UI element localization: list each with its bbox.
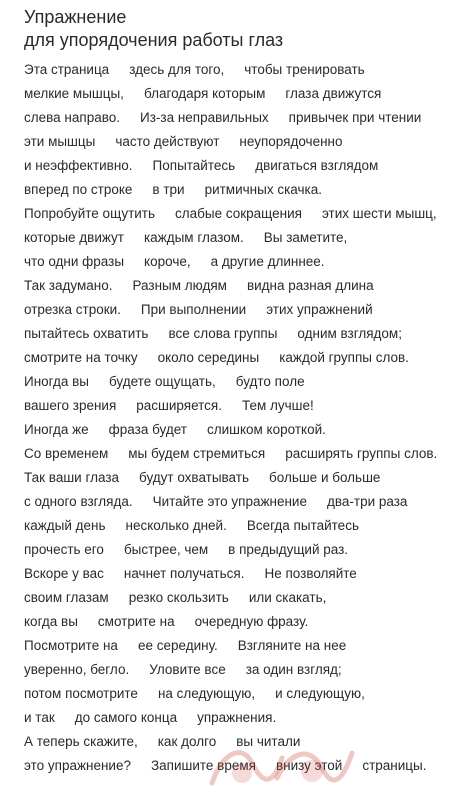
word-group: здесь для того,: [129, 62, 225, 77]
text-line: [24, 562, 450, 586]
word-group: мы будем стремиться: [128, 446, 266, 461]
word-group: Тем лучше!: [241, 398, 314, 413]
word-group: Из-за неправильных: [139, 110, 269, 125]
text-line: [24, 586, 450, 610]
text-line: [24, 466, 450, 490]
word-group: вперед по строке: [24, 182, 133, 197]
word-group: а другие длиннее.: [210, 254, 325, 269]
word-group: очередную фразу.: [194, 614, 309, 629]
word-group: каждым глазом.: [143, 230, 244, 245]
text-line: [24, 706, 450, 730]
word-group: глаза движутся: [285, 86, 382, 101]
word-group: Эта страница: [24, 62, 110, 77]
document-title: [24, 6, 450, 52]
word-group: в три: [152, 182, 185, 197]
word-group: отрезка строки.: [24, 302, 121, 317]
text-line: [24, 250, 450, 274]
word-group: упражнения.: [197, 710, 277, 725]
word-group: фраза будет: [108, 422, 187, 437]
word-group: А теперь скажите,: [24, 734, 138, 749]
word-group: когда вы: [24, 614, 78, 629]
word-group: пытайтесь охватить: [24, 326, 149, 341]
word-group: с одного взгляда.: [24, 494, 133, 509]
text-line: [24, 754, 450, 778]
word-group: видна разная длина: [246, 278, 374, 293]
word-group: Попытайтесь: [152, 158, 236, 173]
text-line: [24, 274, 450, 298]
text-line: [24, 634, 450, 658]
text-line: [24, 730, 450, 754]
word-group: Иногда же: [24, 422, 89, 437]
text-line: [24, 370, 450, 394]
word-group: слабые сокращения: [175, 206, 302, 221]
word-group: каждой группы слов.: [279, 350, 409, 365]
word-group: около середины: [157, 350, 260, 365]
text-line: [24, 226, 450, 250]
word-group: ритмичных скачка.: [204, 182, 322, 197]
word-group: Всегда пытайтесь: [246, 518, 359, 533]
text-line: [24, 322, 450, 346]
word-group: Со временем: [24, 446, 109, 461]
word-group: Попробуйте ощутить: [24, 206, 156, 221]
word-group: или скакать,: [248, 590, 327, 605]
word-group: как долго: [157, 734, 217, 749]
word-group: мелкие мышцы,: [24, 86, 124, 101]
word-group: каждый день: [24, 518, 106, 533]
word-group: это упражнение?: [24, 758, 131, 773]
word-group: расширяется.: [136, 398, 222, 413]
text-line: [24, 538, 450, 562]
text-line: [24, 394, 450, 418]
text-line: [24, 490, 450, 514]
word-group: вашего зрения: [24, 398, 117, 413]
text-line: [24, 202, 450, 226]
text-line: [24, 130, 450, 154]
word-group: этих упражнений: [266, 302, 373, 317]
word-group: Взгляните на нее: [237, 638, 347, 653]
text-line: [24, 418, 450, 442]
word-group: ее середину.: [137, 638, 218, 653]
text-line: [24, 442, 450, 466]
word-group: которые движут: [24, 230, 124, 245]
word-group: и неэффективно.: [24, 158, 133, 173]
word-group: двигаться взглядом: [255, 158, 379, 173]
word-group: Уловите все: [149, 662, 226, 677]
word-group: этих шести мышц,: [321, 206, 437, 221]
word-group: будут охватывать: [139, 470, 249, 485]
word-group: короче,: [144, 254, 191, 269]
word-group: одним взглядом;: [297, 326, 402, 341]
word-group: неупорядоченно: [239, 134, 343, 149]
word-group: Читайте это упражнение: [152, 494, 307, 509]
word-group: смотрите на точку: [24, 350, 138, 365]
word-group: в предыдущий раз.: [228, 542, 349, 557]
word-group: за один взгляд;: [245, 662, 342, 677]
word-group: на следующую,: [157, 686, 256, 701]
word-group: будете ощущать,: [109, 374, 216, 389]
word-group: страницы.: [362, 758, 427, 773]
word-group: начнет получаться.: [123, 566, 245, 581]
word-group: чтобы тренировать: [244, 62, 365, 77]
text-line: [24, 58, 450, 82]
word-group: вы читали: [236, 734, 301, 749]
word-group: быстрее, чем: [123, 542, 209, 557]
text-line: [24, 658, 450, 682]
word-group: Так задумано.: [24, 278, 113, 293]
word-group: эти мышцы: [24, 134, 96, 149]
word-group: слева направо.: [24, 110, 120, 125]
word-group: больше и больше: [269, 470, 381, 485]
word-group: и так: [24, 710, 55, 725]
word-group: часто действуют: [115, 134, 220, 149]
text-line: [24, 682, 450, 706]
word-group: что одни фразы: [24, 254, 125, 269]
word-group: несколько дней.: [125, 518, 227, 533]
word-group: благодаря которым: [143, 86, 266, 101]
word-group: резко скользить: [128, 590, 229, 605]
text-line: [24, 346, 450, 370]
text-line: [24, 106, 450, 130]
word-group: внизу этой: [275, 758, 343, 773]
word-group: прочесть его: [24, 542, 104, 557]
word-group: Разным людям: [132, 278, 227, 293]
word-group: своим глазам: [24, 590, 109, 605]
text-line: [24, 610, 450, 634]
text-line: [24, 154, 450, 178]
title-line-1: Упражнение: [24, 7, 127, 27]
word-group: Посмотрите на: [24, 638, 118, 653]
word-group: и следующую,: [275, 686, 365, 701]
word-group: Не позволяйте: [264, 566, 357, 581]
word-group: Запишите время: [150, 758, 256, 773]
word-group: потом посмотрите: [24, 686, 138, 701]
word-group: привычек при чтении: [288, 110, 422, 125]
text-line: [24, 514, 450, 538]
word-group: слишком короткой.: [206, 422, 326, 437]
word-group: Так ваши глаза: [24, 470, 120, 485]
text-line: [24, 298, 450, 322]
text-line: [24, 82, 450, 106]
word-group: смотрите на: [97, 614, 175, 629]
word-group: расширять группы слов.: [285, 446, 438, 461]
word-group: два-три раза: [326, 494, 408, 509]
word-group: При выполнении: [140, 302, 247, 317]
title-line-2: для упорядочения работы глаз: [24, 30, 284, 50]
word-group: Вскоре у вас: [24, 566, 104, 581]
word-group: уверенно, бегло.: [24, 662, 130, 677]
word-group: до самого конца: [74, 710, 178, 725]
exercise-text: [24, 58, 450, 778]
text-line: [24, 178, 450, 202]
word-group: будто поле: [235, 374, 305, 389]
word-group: Вы заметите,: [263, 230, 348, 245]
word-group: Иногда вы: [24, 374, 89, 389]
word-group: все слова группы: [168, 326, 278, 341]
